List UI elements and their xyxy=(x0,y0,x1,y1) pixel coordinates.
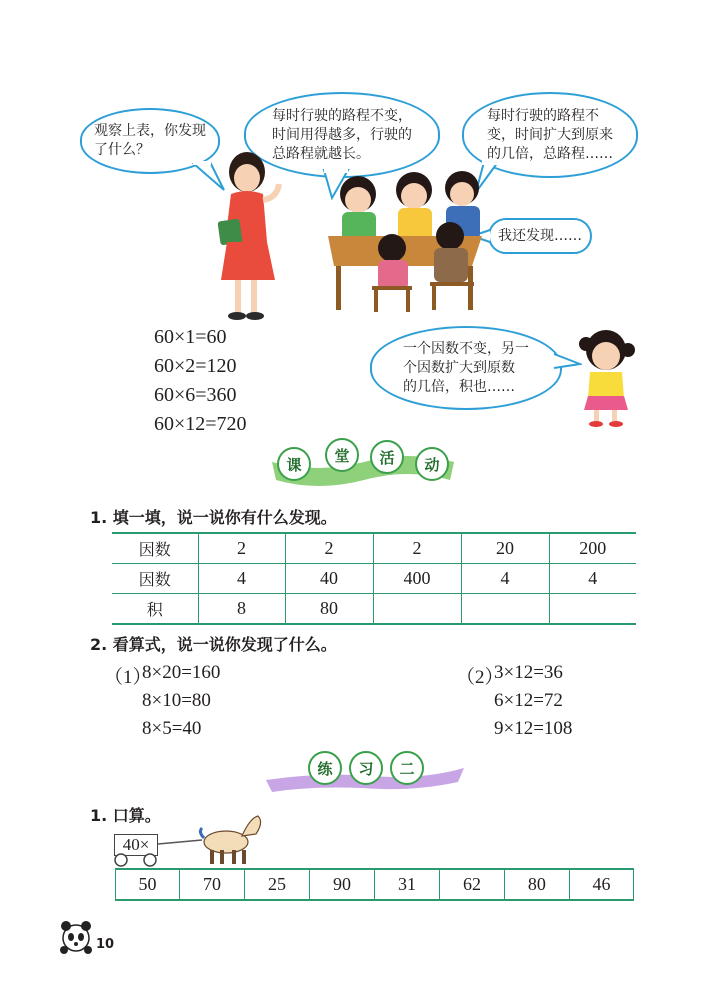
row-label: 因数 xyxy=(112,533,198,564)
number-cell: 62 xyxy=(439,869,504,900)
answer-blank-cell[interactable] xyxy=(461,594,549,625)
number-cell: 80 xyxy=(504,869,569,900)
table-row xyxy=(116,869,634,900)
table-cell: 4 xyxy=(549,564,636,594)
table-cell: 4 xyxy=(198,564,285,594)
equation: 60×1=60 xyxy=(154,326,227,348)
table-cell: 4 xyxy=(461,564,549,594)
table-cell: 200 xyxy=(549,533,636,564)
bubble-line: 一个因数不变，另一 xyxy=(403,340,529,357)
equation: 60×12=720 xyxy=(154,413,247,435)
banner-char: 堂 xyxy=(325,438,359,472)
banner-char: 习 xyxy=(349,751,383,785)
teacher-illustration xyxy=(205,150,285,322)
question-2-title: 2. 看算式，说一说你发现了什么。 xyxy=(90,635,337,654)
equation: 8×20=160 xyxy=(142,662,221,683)
group-1-label: （1） xyxy=(104,667,152,688)
question-1-title: 1. 填一填，说一说你有什么发现。 xyxy=(90,508,337,527)
banner-char: 课 xyxy=(277,447,311,481)
bubble-line: 的几倍，积也…… xyxy=(403,378,515,395)
number-cell: 70 xyxy=(180,869,245,900)
small-girl-illustration xyxy=(572,326,642,430)
group-2-label: （2） xyxy=(456,667,504,688)
kid-speech-bubble xyxy=(488,218,592,254)
equation: 6×12=72 xyxy=(494,690,563,711)
table-cell: 2 xyxy=(198,533,285,564)
banner-char: 动 xyxy=(415,447,449,481)
table-cell: 8 xyxy=(198,594,285,625)
bubble-line: 观察上表，你发现 xyxy=(94,123,206,139)
bubble-line: 我还发现…… xyxy=(498,227,582,244)
number-cell: 46 xyxy=(569,869,633,900)
bubble-line: 个因数扩大到原数 xyxy=(403,359,515,376)
table-cell: 80 xyxy=(285,594,373,625)
answer-blank-cell[interactable] xyxy=(373,594,461,625)
equation: 8×10=80 xyxy=(142,690,211,711)
table-cell: 2 xyxy=(373,533,461,564)
children-at-table-illustration xyxy=(322,166,492,316)
table-cell: 20 xyxy=(461,533,549,564)
oral-calc-title: 1. 口算。 xyxy=(90,806,161,825)
table-row xyxy=(112,533,636,564)
small-girl-speech-bubble xyxy=(370,326,562,410)
equation: 60×2=120 xyxy=(154,355,237,377)
panda-icon xyxy=(58,918,94,954)
equation: 3×12=36 xyxy=(494,662,563,683)
bubble-line: 变，时间扩大到原来 xyxy=(487,126,613,143)
horse-icon xyxy=(158,810,268,866)
equation: 8×5=40 xyxy=(142,718,202,739)
answer-blank-cell[interactable] xyxy=(549,594,636,625)
cart-label: 40× xyxy=(114,834,158,856)
equation: 9×12=108 xyxy=(494,718,573,739)
table-cell: 2 xyxy=(285,533,373,564)
equation: 60×6=360 xyxy=(154,384,237,406)
row-label: 因数 xyxy=(112,564,198,594)
table-row xyxy=(112,594,636,625)
page-number: 10 xyxy=(96,937,115,952)
number-cell: 31 xyxy=(374,869,439,900)
table-cell: 40 xyxy=(285,564,373,594)
bubble-line: 总路程就越长。 xyxy=(272,145,370,162)
bubble-line: 时间用得越多，行驶的 xyxy=(272,126,412,143)
row-label: 积 xyxy=(112,594,198,625)
bubble-line: 每时行驶的路程不 xyxy=(487,107,599,124)
number-cell: 50 xyxy=(116,869,180,900)
banner-char: 练 xyxy=(308,751,342,785)
banner-char: 活 xyxy=(370,440,404,474)
table-cell: 400 xyxy=(373,564,461,594)
oral-numbers-table xyxy=(115,868,634,901)
bubble-line: 的几倍，总路程…… xyxy=(487,145,613,162)
bubble-line: 了什么？ xyxy=(94,142,150,158)
banner-char: 二 xyxy=(390,751,424,785)
number-cell: 90 xyxy=(309,869,374,900)
table-row xyxy=(112,564,636,594)
bubble-line: 每时行驶的路程不变， xyxy=(272,107,412,124)
number-cell: 25 xyxy=(245,869,310,900)
factor-table xyxy=(112,532,636,625)
